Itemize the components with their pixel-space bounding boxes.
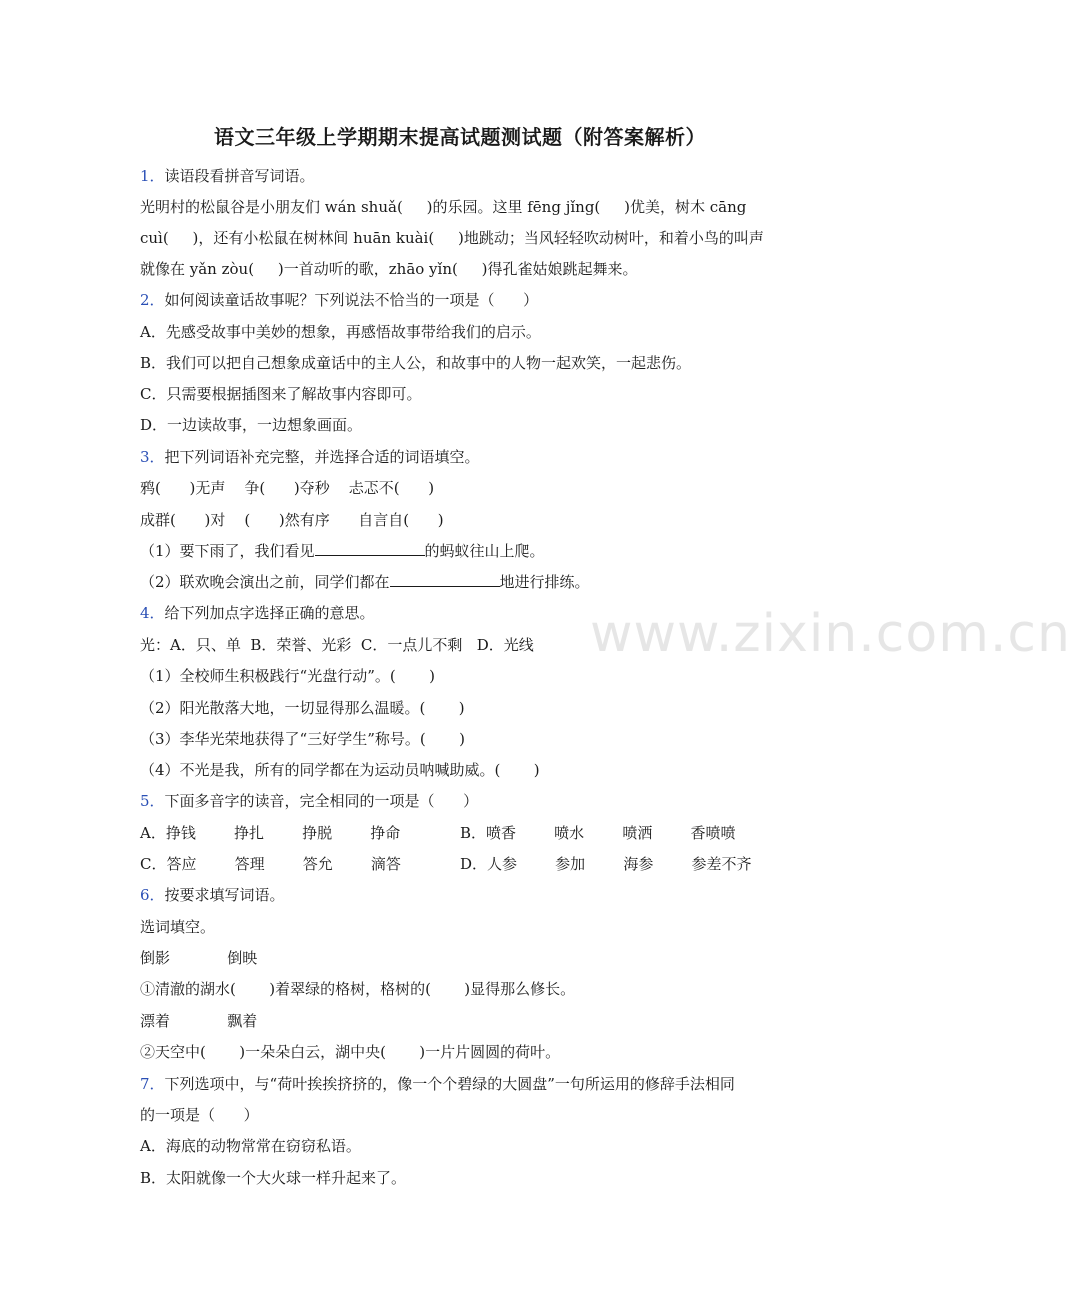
question-3-word-row: 成群( )对 ( )然有序 自言自( )	[140, 511, 444, 529]
question-7-option-b: B．太阳就像一个大火球一样升起来了。	[140, 1169, 407, 1187]
question-1-line: 就像在 yǎn zòu( )一首动听的歌，zhāo yǐn( )得孔雀姑娘跳起舞来。	[140, 260, 638, 278]
question-1-line: cuì( )，还有小松鼠在树林间 huān kuài( )地跳动；当风轻轻吹动树叶，和着小鸟的叫声	[140, 229, 764, 247]
question-4-item: （4）不光是我，所有的同学都在为运动员呐喊助威。( )	[140, 761, 540, 779]
question-number: 7．	[140, 1075, 165, 1093]
question-6-sentence-1: ①清澈的湖水( )着翠绿的格树，格树的( )显得那么修长。	[140, 980, 576, 998]
answer-blank[interactable]	[390, 572, 500, 587]
question-2-option-b: B．我们可以把自己想象成童话中的主人公，和故事中的人物一起欢笑，一起悲伤。	[140, 354, 692, 372]
question-2-option-c: C．只需要根据插图来了解故事内容即可。	[140, 385, 422, 403]
question-6-stem: 6．按要求填写词语。	[140, 886, 285, 904]
question-number: 1．	[140, 167, 165, 185]
question-3-stem: 3．把下列词语补充完整，并选择合适的词语填空。	[140, 448, 480, 466]
question-2-option-d: D．一边读故事，一边想象画面。	[140, 416, 363, 434]
question-6-word-choices: 倒影 倒映	[140, 949, 258, 967]
question-2-option-a: A．先感受故事中美妙的想象，再感悟故事带给我们的启示。	[140, 323, 541, 341]
question-4-item: （1）全校师生积极践行“光盘行动”。( )	[140, 667, 435, 685]
question-3-sentence-2: （2）联欢晚会演出之前，同学们都在 地进行排练。	[140, 573, 590, 591]
question-1-line: 光明村的松鼠谷是小朋友们 wán shuǎ( )的乐园。这里 fēng jǐng( )优美，树木 cāng	[140, 198, 747, 216]
question-7-stem-continued: 的一项是（ ）	[140, 1106, 259, 1124]
question-number: 6．	[140, 886, 165, 904]
question-6-sentence-2: ②天空中( )一朵朵白云，湖中央( )一片片圆圆的荷叶。	[140, 1043, 561, 1061]
question-1-stem: 1．读语段看拼音写词语。	[140, 167, 315, 185]
page-title: 语文三年级上学期期末提高试题测试题（附答案解析）	[214, 125, 706, 149]
question-5-option-a: A．挣钱 挣扎 挣脱 挣命	[140, 824, 401, 842]
question-6-subtitle: 选词填空。	[140, 918, 216, 936]
question-5-option-b: B．喷香 喷水 喷洒 香喷喷	[460, 824, 736, 842]
question-5-option-c: C．答应 答理 答允 滴答	[140, 855, 401, 873]
question-3-word-row: 鸦( )无声 争( )夺秒 忐忑不( )	[140, 479, 435, 497]
answer-blank[interactable]	[315, 541, 425, 556]
question-number: 2．	[140, 291, 165, 309]
question-5-stem: 5．下面多音字的读音，完全相同的一项是（ ）	[140, 792, 479, 810]
question-4-stem: 4．给下列加点字选择正确的意思。	[140, 604, 375, 622]
question-number: 5．	[140, 792, 165, 810]
question-3-sentence-1: （1）要下雨了，我们看见 的蚂蚁往山上爬。	[140, 542, 545, 560]
question-number: 4．	[140, 604, 165, 622]
watermark: www.zixin.com.cn	[590, 604, 1071, 664]
question-7-stem: 7．下列选项中，与“荷叶挨挨挤挤的，像一个个碧绿的大圆盘”一句所运用的修辞手法相同	[140, 1075, 735, 1093]
question-6-word-choices: 漂着 飘着	[140, 1012, 258, 1030]
question-4-meanings: 光：A．只、单 B．荣誉、光彩 C．一点儿不剩 D．光线	[140, 636, 534, 654]
question-5-option-d: D．人参 参加 海参 参差不齐	[460, 855, 752, 873]
question-4-item: （2）阳光散落大地，一切显得那么温暖。( )	[140, 699, 465, 717]
question-4-item: （3）李华光荣地获得了“三好学生”称号。( )	[140, 730, 465, 748]
question-2-stem: 2．如何阅读童话故事呢？下列说法不恰当的一项是（ ）	[140, 291, 539, 309]
question-number: 3．	[140, 448, 165, 466]
question-7-option-a: A．海底的动物常常在窃窃私语。	[140, 1137, 361, 1155]
